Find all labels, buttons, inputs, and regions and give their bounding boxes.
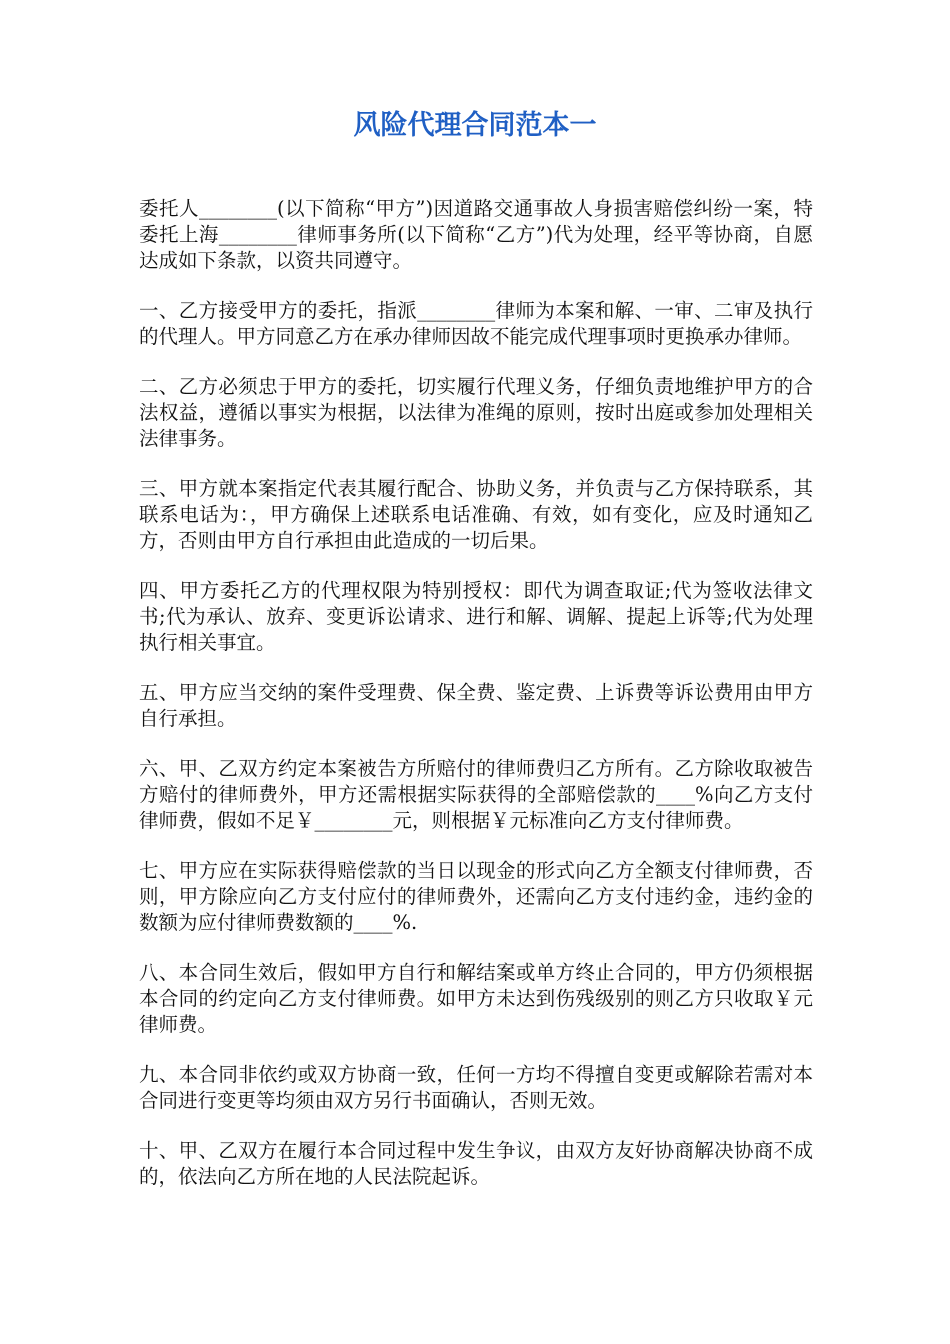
clause-8: 八、本合同生效后，假如甲方自行和解结案或单方终止合同的，甲方仍须根据本合同的约定向乙方支付律师费。如甲方未达到伤残级别的则乙方只收取￥元律师费。 [139,961,813,1036]
paragraph-intro: 委托人________(以下简称“甲方”)因道路交通事故人身损害赔偿纠纷一案，特委托上海________律师事务所(以下简称“乙方”)代为处理，经平等协商，自愿达成如下条款，以资共同遵守。 [139,197,813,272]
clause-1: 一、乙方接受甲方的委托，指派________律师为本案和解、一审、二审及执行的代理人。甲方同意乙方在承办律师因故不能完成代理事项时更换承办律师。 [139,299,813,348]
document-title: 风险代理合同范本一 [353,110,597,141]
clause-6: 六、甲、乙双方约定本案被告方所赔付的律师费归乙方所有。乙方除收取被告方赔付的律师费外，甲方还需根据实际获得的全部赔偿款的____%向乙方支付律师费，假如不足￥________元，则根据￥元标准向乙方支付律师费。 [139,757,813,832]
clause-10: 十、甲、乙双方在履行本合同过程中发生争议，由双方友好协商解决协商不成的，依法向乙方所在地的人民法院起诉。 [139,1139,813,1188]
clause-2: 二、乙方必须忠于甲方的委托，切实履行代理义务，仔细负责地维护甲方的合法权益，遵循以事实为根据，以法律为准绳的原则，按时出庭或参加处理相关法律事务。 [139,375,813,450]
clause-3: 三、甲方就本案指定代表其履行配合、协助义务，并负责与乙方保持联系，其联系电话为：，甲方确保上述联系电话准确、有效，如有变化，应及时通知乙方，否则由甲方自行承担由此造成的一切后果。 [139,477,813,552]
clause-7: 七、甲方应在实际获得赔偿款的当日以现金的形式向乙方全额支付律师费，否则，甲方除应向乙方支付应付的律师费外，还需向乙方支付违约金，违约金的数额为应付律师费数额的____%. [139,859,813,934]
clause-9: 九、本合同非依约或双方协商一致，任何一方均不得擅自变更或解除若需对本合同进行变更等均须由双方另行书面确认，否则无效。 [139,1063,813,1112]
clause-5: 五、甲方应当交纳的案件受理费、保全费、鉴定费、上诉费等诉讼费用由甲方自行承担。 [139,681,813,730]
document-body [139,196,813,1214]
clause-4: 四、甲方委托乙方的代理权限为特别授权：即代为调查取证;代为签收法律文书;代为承认、放弃、变更诉讼请求、进行和解、调解、提起上诉等;代为处理执行相关事宜。 [139,579,813,654]
